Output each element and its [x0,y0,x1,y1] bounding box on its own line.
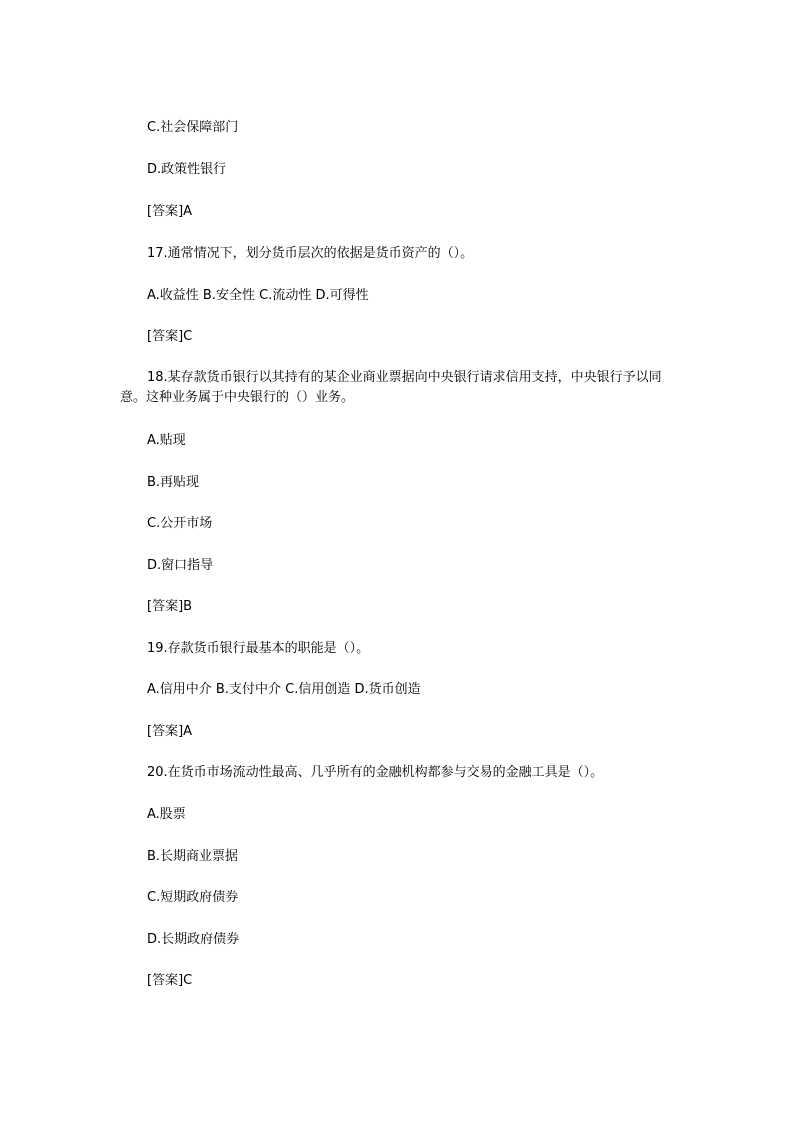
question-17: 17.通常情况下，划分货币层次的依据是货币资产的（）。 [147,246,474,261]
answer: [答案]A [147,204,193,219]
option-c-18: C.公开市场 [147,516,213,531]
option-c-20: C.短期政府债券 [147,890,239,905]
option-a-18: A.贴现 [147,433,186,448]
option-d: D.政策性银行 [147,162,227,177]
answer-18: [答案]B [147,599,193,614]
question-18: 18.某存款货币银行以其持有的某企业商业票据向中央银行请求信用支持，中央银行予以同意。这种业务属于中央银行的（）业务。 [120,370,662,405]
options-19: A.信用中介 B.支付中介 C.信用创造 D.货币创造 [147,682,421,697]
answer-19: [答案]A [147,724,193,739]
option-d-20: D.长期政府债券 [147,932,240,947]
option-d-18: D.窗口指导 [147,558,214,573]
options-17: A.收益性 B.安全性 C.流动性 D.可得性 [147,288,369,303]
option-a-20: A.股票 [147,807,186,822]
answer-20: [答案]C [147,973,193,988]
option-b-18: B.再贴现 [147,475,200,490]
question-19: 19.存款货币银行最基本的职能是（）。 [147,641,370,656]
option-b-20: B.长期商业票据 [147,849,239,864]
option-c: C.社会保障部门 [147,120,239,135]
answer-17: [答案]C [147,329,193,344]
question-20: 20.在货币市场流动性最高、几乎所有的金融机构都参与交易的金融工具是（）。 [147,765,604,780]
